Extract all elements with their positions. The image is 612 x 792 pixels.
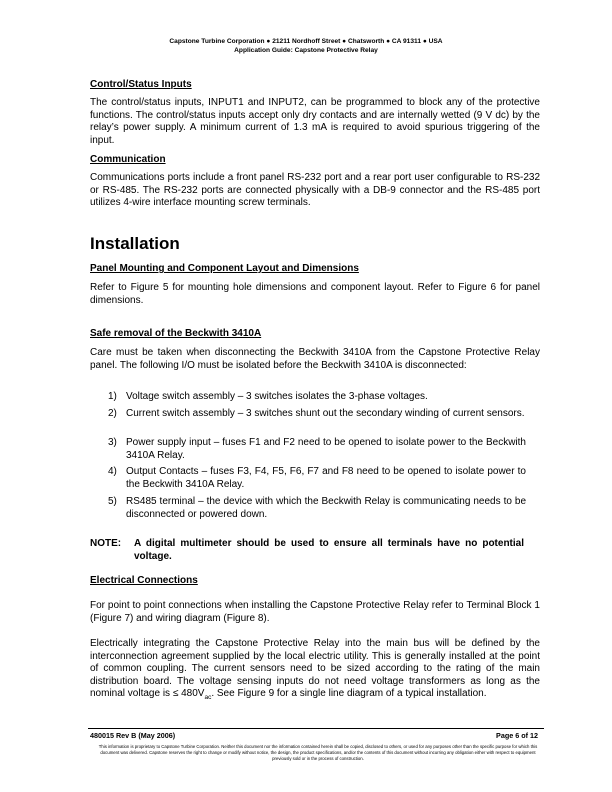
heading-control-status: Control/Status Inputs — [90, 79, 192, 90]
list-item-number: 1) — [108, 391, 117, 402]
list-item-text: RS485 terminal – the device with which the Beckwith Relay is communicating needs to be disconnected or powered down. — [126, 496, 526, 520]
paragraph-electrical-2-main: Electrically integrating the Capstone Protective Relay into the main bus will be defined by the interconnection agreement supplied by the local electric utility. This is generally installed at the point of common coupling. The current sensors need to be sized according to the rating of the main distribution board. The voltage sensing inputs do not need voltage transformers as long as the nominal voltage is ≤ 480V — [90, 638, 540, 700]
paragraph-electrical-1: For point to point connections when installing the Capstone Protective Relay refer to Terminal Block 1 (Figure 7) and wiring diagram (Figure 8). — [90, 600, 540, 624]
footer-doc-id: 480015 Rev B (May 2006) — [90, 731, 176, 740]
list-item-text: Output Contacts – fuses F3, F4, F5, F6, F7 and F8 need to be opened to isolate power to the Beckwith 3410A Relay. — [126, 466, 526, 490]
list-item-number: 2) — [108, 408, 117, 419]
note-label: NOTE: — [90, 538, 122, 549]
section-title-installation: Installation — [90, 234, 180, 253]
list-item-number: 3) — [108, 437, 117, 448]
header-address: Capstone Turbine Corporation ● 21211 Nordhoff Street ● Chatsworth ● CA 91311 ● USA — [169, 38, 443, 45]
list-item-text: Current switch assembly – 3 switches shunt out the secondary winding of current sensors. — [126, 408, 525, 419]
list-item-number: 4) — [108, 466, 117, 477]
footer-divider — [88, 728, 544, 729]
list-item-text: Voltage switch assembly – 3 switches isolates the 3-phase voltages. — [126, 391, 428, 402]
list-item-text: Power supply input – fuses F1 and F2 need to be opened to isolate power to the Beckwith 3410A Relay. — [126, 437, 526, 461]
note-text: A digital multimeter should be used to ensure all terminals have no potential voltage. — [134, 538, 524, 562]
paragraph-electrical-2-end: . See Figure 9 for a single line diagram of a typical installation. — [211, 688, 487, 700]
paragraph-panel-mounting: Refer to Figure 5 for mounting hole dimensions and component layout. Refer to Figure 6 for panel dimensions. — [90, 282, 540, 306]
list-item-number: 5) — [108, 496, 117, 507]
header-title: Application Guide: Capstone Protective Relay — [234, 47, 378, 54]
paragraph-communication: Communications ports include a front panel RS-232 port and a rear port user configurable to RS-232 or RS-485. The RS-232 ports are connected physically with a DB-9 connector and the RS-485 port utilizes 4-wire interface mounting screw terminals. — [90, 172, 540, 209]
paragraph-safe-removal: Care must be taken when disconnecting the Beckwith 3410A from the Capstone Protective Relay panel. The following I/O must be isolated before the Beckwith 3410A is disconnected: — [90, 347, 540, 371]
heading-panel-mounting: Panel Mounting and Component Layout and Dimensions — [90, 263, 359, 274]
heading-safe-removal: Safe removal of the Beckwith 3410A — [90, 328, 262, 339]
voltage-subscript: ac — [204, 694, 212, 702]
footer-page-number: Page 6 of 12 — [496, 731, 538, 740]
paragraph-electrical-2 — [90, 638, 540, 705]
paragraph-control-status: The control/status inputs, INPUT1 and INPUT2, can be programmed to block any of the protective functions. The control/status inputs accept only dry contacts and are internally wetted (9 V dc) by the relay’s power supply. A minimum current of 1.3 mA is required to avoid spurious triggering of the input. — [90, 97, 540, 146]
heading-electrical-connections: Electrical Connections — [90, 575, 198, 586]
footer-disclaimer: This information is proprietary to Capstone Turbine Corporation. Neither this document nor the information contained herein shall be copied, disclosed to others, or used for any purposes other than the specific purpose for which this document was delivered. Capstone reserves the right to change or modify without notice, the design, the product specifications, and/or the contents of this document without incurring any obligation either with respect to equipment previously sold or in the process of construction. — [98, 744, 538, 761]
heading-communication: Communication — [90, 154, 166, 165]
